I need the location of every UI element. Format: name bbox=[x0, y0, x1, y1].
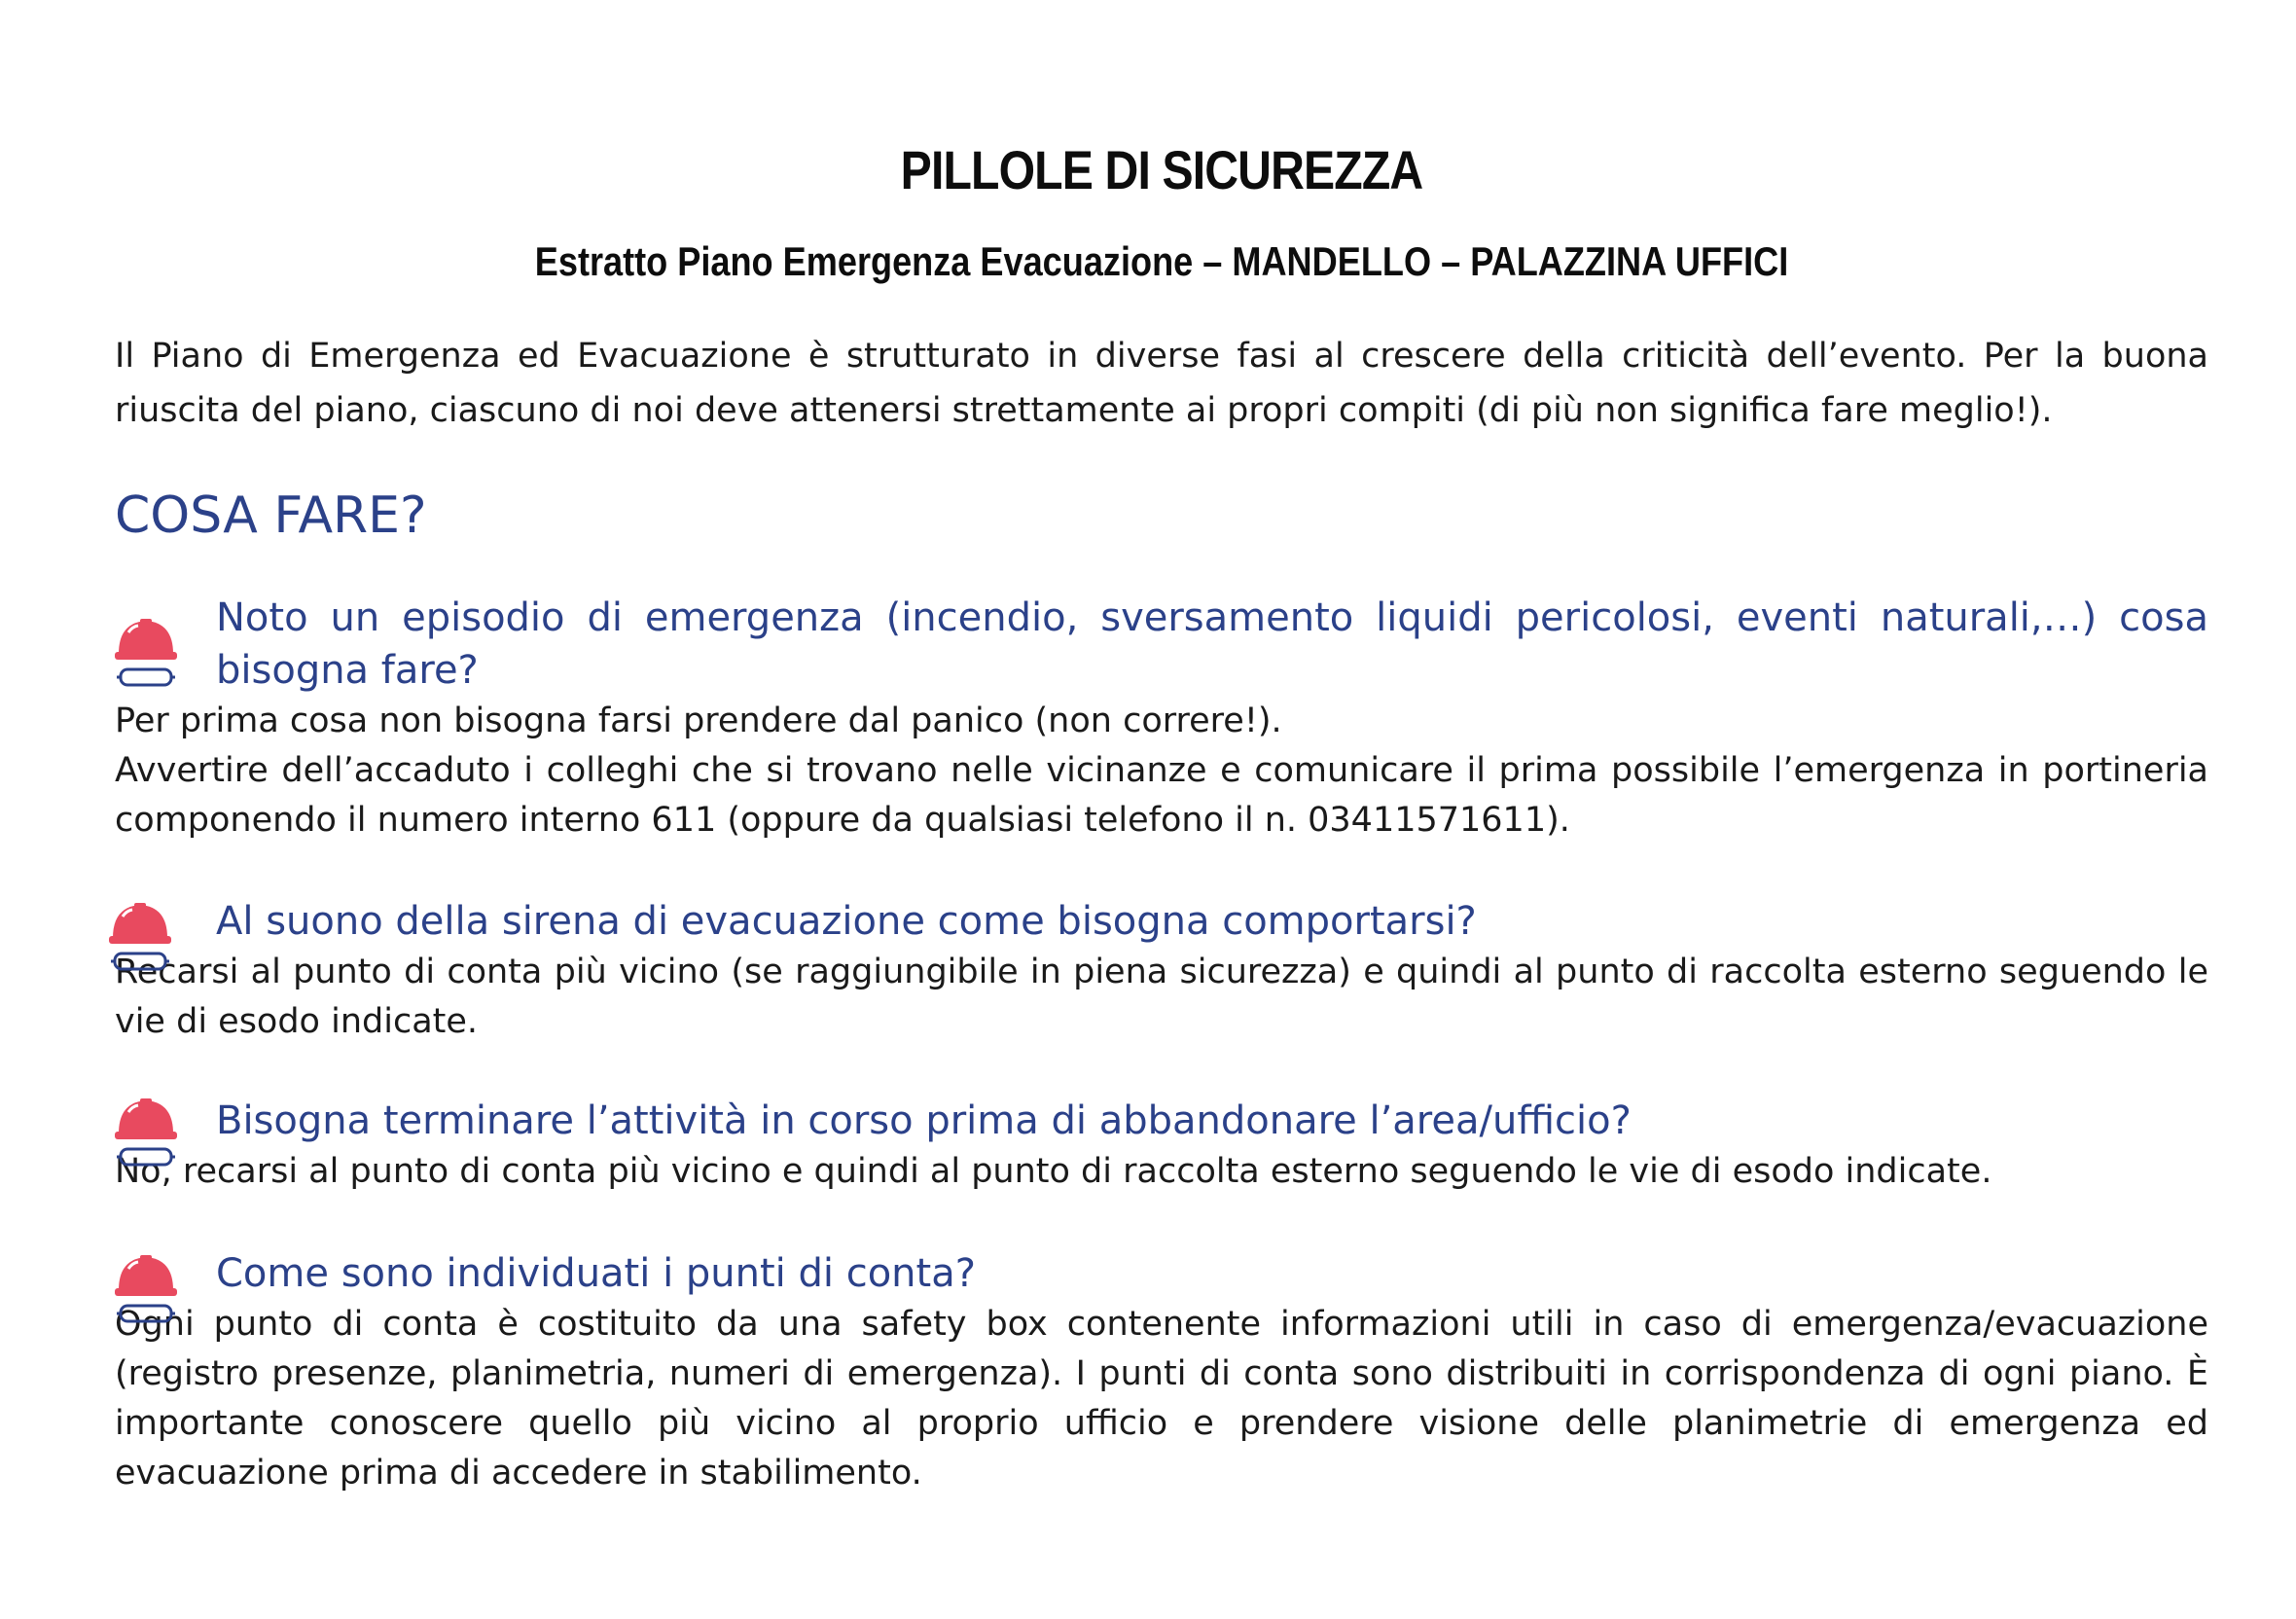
answer-line: Recarsi al punto di conta più vicino (se raggiungibile in piena sicurezza) e quindi al punto di raccolta esterno seguendo le vie di esodo indicate. bbox=[115, 953, 2208, 1041]
answer-text bbox=[115, 1147, 2208, 1197]
answer-line: No, recarsi al punto di conta più vicino e quindi al punto di raccolta esterno seguendo le vie di esodo indicate. bbox=[115, 1152, 1992, 1191]
answer-line: Ogni punto di conta è costituito da una safety box contenente informazioni utili in caso di emergenza/evacuazione (registro presenze, planimetria, numeri di emergenza). I punti di conta sono distribuiti in corrispondenza di ogni piano. È importante conoscere quello più vicino al proprio ufficio e prendere visione delle planimetrie di emergenza ed evacuazione prima di accedere in stabilimento. bbox=[115, 1305, 2208, 1493]
question-text: Come sono individuati i punti di conta? bbox=[216, 1251, 976, 1296]
qa-item-emergency bbox=[115, 592, 2208, 845]
answer-line: Per prima cosa non bisogna farsi prendere dal panico (non correre!). bbox=[115, 702, 1282, 740]
document-subtitle: Estratto Piano Emergenza Evacuazione – MANDELLO – PALAZZINA UFFICI bbox=[534, 238, 1789, 284]
qa-item-conta-points bbox=[115, 1247, 2208, 1498]
question-text: Al suono della sirena di evacuazione come bisogna comportarsi? bbox=[216, 899, 1477, 944]
question-text: Noto un episodio di emergenza (incendio, sversamento liquidi pericolosi, eventi naturali,…) cosa bisogna fare? bbox=[216, 595, 2208, 693]
helmet-goggles-icon bbox=[115, 615, 177, 691]
answer-line: Avvertire dell’accaduto i colleghi che si trovano nelle vicinanze e comunicare il prima possibile l’emergenza in portineria componendo il numero interno 611 (oppure da qualsiasi telefono il n. 03411571611). bbox=[115, 751, 2208, 840]
intro-paragraph: Il Piano di Emergenza ed Evacuazione è strutturato in diverse fasi al crescere della criticità dell’evento. Per la buona riuscita del piano, ciascuno di noi deve attenersi strettamente ai propri compiti (di più non significa fare meglio!). bbox=[115, 337, 2208, 430]
helmet-goggles-icon bbox=[115, 1095, 177, 1170]
answer-text bbox=[115, 1300, 2208, 1498]
qa-item-siren bbox=[115, 895, 2208, 1047]
document-title: PILLOLE DI SICUREZZA bbox=[900, 139, 1423, 200]
helmet-goggles-icon bbox=[115, 1251, 177, 1327]
helmet-goggles-icon bbox=[109, 899, 171, 975]
section-heading: COSA FARE? bbox=[115, 486, 427, 545]
answer-text bbox=[115, 697, 2208, 845]
document-page bbox=[115, 0, 2208, 1619]
question-text: Bisogna terminare l’attività in corso prima di abbandonare l’area/ufficio? bbox=[216, 1098, 1632, 1143]
answer-text bbox=[115, 948, 2208, 1047]
qa-item-activity bbox=[115, 1095, 2208, 1197]
